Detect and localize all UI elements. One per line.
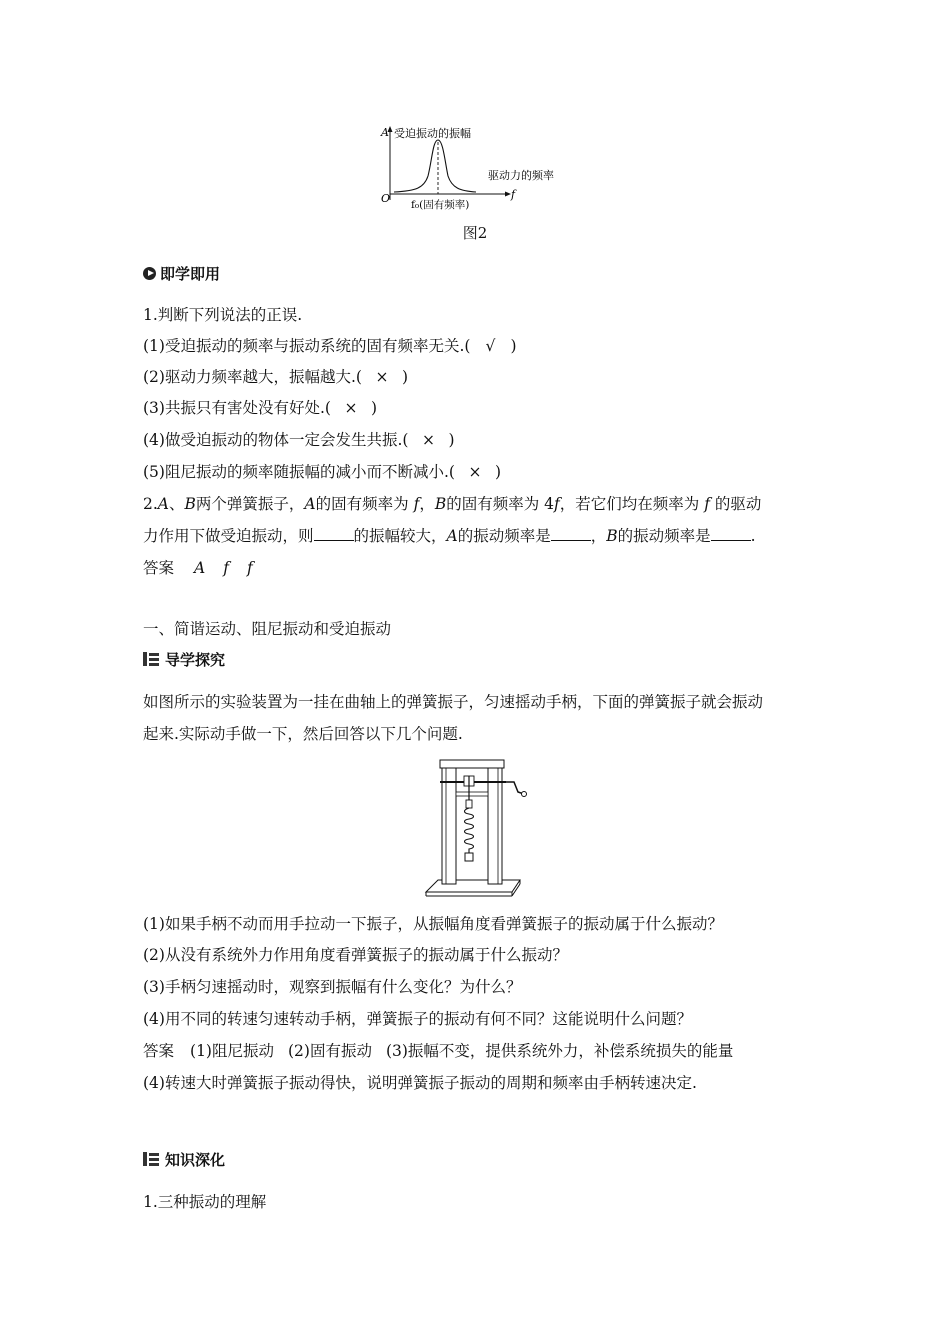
q1-stem: 1.判断下列说法的正误. (143, 306, 303, 324)
answer2-a1: (1)阻尼振动 (190, 1042, 274, 1060)
crank-handle (506, 782, 524, 794)
q2-text: 的振动频率是 (617, 527, 711, 545)
right-post (488, 766, 502, 884)
q2-text: ， (419, 495, 435, 513)
q1-item-3-text: (3)共振只有害处没有好处.( (143, 399, 331, 417)
section-guide-heading (143, 648, 225, 670)
q2-var: A (157, 495, 169, 513)
question-1: (1)如果手柄不动而用手拉动一下振子，从振幅角度看弹簧振子的振动属于什么振动？ (143, 915, 723, 933)
q1-item-4-text: (4)做受迫振动的物体一定会发生共振.( (143, 431, 409, 449)
intro-line-2: 起来.实际动手做一下，然后回答以下几个问题. (143, 725, 463, 743)
q1-item-5 (143, 462, 823, 482)
spring (465, 808, 474, 853)
q2-text: 的固有频率为 4 (446, 495, 555, 513)
resonance-curve-figure (376, 120, 576, 212)
q2-text: 两个弹簧振子， (195, 495, 305, 513)
answer2-line-2: (4)转速大时弹簧振子振动得快，说明弹簧振子振动的周期和频率由手柄转速决定. (143, 1074, 697, 1092)
section-apply-title: 即学即用 (160, 264, 221, 283)
section-apply-heading (143, 262, 220, 284)
q2-answer-2: f (223, 559, 229, 577)
q1-item-5-text: (5)阻尼振动的频率随振幅的减小而不断减小.( (143, 463, 455, 481)
q2-var: B (184, 495, 196, 513)
q1-item-4-close: ) (448, 431, 455, 449)
q2-answer-label: 答案 (143, 559, 175, 577)
q2-text: 的固有频率为 (315, 495, 414, 513)
section-bar-icon (143, 1152, 159, 1166)
q1-item-3-mark: × (344, 399, 358, 417)
q1-item-2 (143, 367, 823, 387)
answer-blank (551, 526, 591, 541)
q1-item-2-close: ) (401, 368, 408, 386)
x-axis-label: f (511, 188, 516, 201)
apparatus-base (426, 880, 520, 892)
q2-line-2 (143, 526, 823, 546)
q2-text: 力作用下做受迫振动，则 (143, 527, 314, 545)
q1-item-3 (143, 398, 823, 418)
q2-answer (143, 558, 823, 578)
q1-item-1-text: (1)受迫振动的频率与振动系统的固有频率无关.( (143, 337, 471, 355)
sub1-title: 1.三种振动的理解 (143, 1193, 267, 1211)
q2-text: ，若它们均在频率为 (559, 495, 705, 513)
curve-caption: 驱动力的频率 (488, 169, 554, 182)
figure-caption: 图2 (462, 224, 488, 242)
left-post (442, 766, 456, 884)
q2-var: f (413, 495, 420, 513)
intro-line-1: 如图所示的实验装置为一挂在曲轴上的弹簧振子，匀速摇动手柄，下面的弹簧振子就会振动 (143, 693, 764, 711)
answer2-a3: (3)振幅不变，提供系统外力，补偿系统损失的能量 (385, 1042, 734, 1060)
q1-item-2-mark: × (375, 368, 389, 386)
q2-var: B (434, 495, 447, 513)
q2-text: 的振动频率是 (457, 527, 551, 545)
section-deepen-title: 知识深化 (165, 1150, 226, 1169)
y-axis-label: A (381, 126, 389, 139)
q1-item-5-mark: × (468, 463, 482, 481)
q2-line-1 (143, 494, 823, 514)
q1-item-1-close: ) (510, 337, 517, 355)
answer2-label: 答案 (143, 1042, 175, 1060)
q2-text: . (750, 527, 756, 545)
q1-item-3-close: ) (370, 399, 377, 417)
part1-title: 一、简谐运动、阻尼振动和受迫振动 (143, 620, 392, 638)
q2-text: 2. (143, 495, 158, 513)
q1-item-5-close: ) (494, 463, 501, 481)
section-deepen-heading (143, 1148, 225, 1170)
origin-label: O (381, 192, 391, 205)
answer-blank (711, 526, 751, 541)
question-2: (2)从没有系统外力作用角度看弹簧振子的振动属于什么振动？ (143, 946, 568, 964)
spring-crankshaft-apparatus-figure (420, 756, 530, 904)
question-4: (4)用不同的转速匀速转动手柄，弹簧振子的振动有何不同？这能说明什么问题？ (143, 1010, 692, 1028)
q1-item-4-mark: × (421, 431, 435, 449)
crossbar (456, 792, 488, 796)
q2-answer-3: f (246, 559, 253, 577)
q2-answer-1: A (194, 559, 206, 577)
play-circle-icon (143, 267, 156, 280)
q2-var: A (304, 495, 316, 513)
peak-label: f₀(固有频率) (411, 199, 470, 211)
q2-var: A (446, 527, 458, 545)
q1-item-1 (143, 336, 823, 356)
q2-text: 、 (169, 495, 185, 513)
oscillator-weight (465, 853, 473, 861)
answer2-line-1 (143, 1041, 823, 1061)
y-axis-caption: 受迫振动的振幅 (394, 127, 471, 140)
q1-item-2-text: (2)驱动力频率越大，振幅越大.( (143, 368, 362, 386)
answer-blank (314, 526, 354, 541)
q2-text: ， (590, 527, 607, 545)
q1-item-1-mark: √ (485, 337, 496, 355)
q2-var: f (554, 495, 560, 513)
resonance-curve (394, 140, 476, 192)
question-3: (3)手柄匀速摇动时，观察到振幅有什么变化？为什么？ (143, 978, 522, 996)
section-guide-title: 导学探究 (165, 650, 226, 669)
q1-item-4 (143, 430, 823, 450)
top-beam (440, 760, 504, 768)
section-bar-icon (143, 652, 159, 666)
q2-var: B (606, 527, 618, 545)
q2-text: 的驱动 (709, 495, 762, 513)
q2-text: 的振幅较大， (353, 527, 447, 545)
q2-var: f (704, 495, 710, 513)
answer2-a2: (2)固有振动 (287, 1042, 372, 1060)
